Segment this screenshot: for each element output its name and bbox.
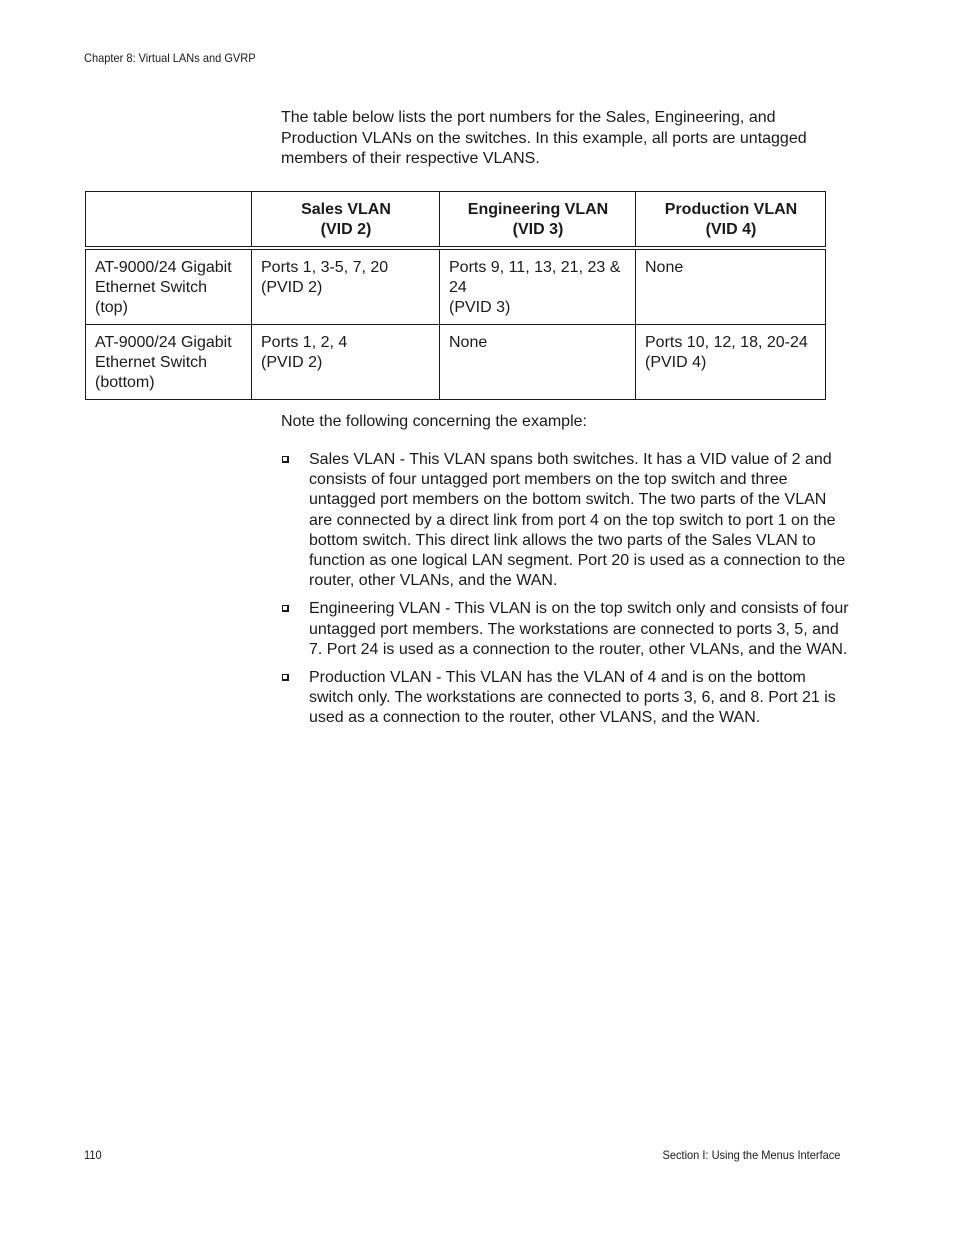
header-cell-production — [636, 192, 826, 249]
ports-text: Ports 10, 12, 18, 20-24 (PVID 4) — [645, 334, 808, 371]
checkbox-bullet-icon — [282, 456, 289, 463]
ports-text: Ports 1, 3-5, 7, 20 — [261, 259, 389, 276]
header-title: Production VLAN — [664, 201, 798, 218]
header-vid: (VID 3) — [512, 221, 564, 238]
pvid-text: (PVID 2) — [261, 354, 323, 371]
header-vid: (VID 4) — [705, 221, 757, 238]
list-item — [281, 668, 853, 729]
list-item — [281, 450, 853, 591]
switch-cell: AT-9000/24 Gigabit Ethernet Switch (bottom) — [86, 325, 252, 400]
header-cell-engineering — [440, 192, 636, 249]
production-cell — [636, 248, 826, 325]
table-header-row — [86, 192, 826, 249]
engineering-cell — [440, 248, 636, 325]
production-cell — [636, 325, 826, 400]
bullet-text: Sales VLAN - This VLAN spans both switches. It has a VID value of 2 and consists of four untagged port members on the top switch and three untagged port members on the bottom switch. The two parts of the VLAN are connected by a direct link from port 4 on the top switch to port 1 on the bottom switch. This direct link allows the two parts of the Sales VLAN to function as one logical LAN segment. Port 20 is used as a connection to the router, other VLANs, and the WAN. — [309, 451, 846, 590]
note-lead-in: Note the following concerning the example: — [281, 413, 587, 430]
table-row — [86, 248, 826, 325]
intro-paragraph: The table below lists the port numbers for the Sales, Engineering, and Production VLANs on the switches. In this example, all ports are untagged members of their respective VLANS. — [281, 109, 807, 167]
bullet-list — [281, 450, 853, 737]
vlan-port-table — [85, 191, 826, 400]
table-row — [86, 325, 826, 400]
header-title: Engineering VLAN — [467, 201, 609, 218]
bullet-text: Production VLAN - This VLAN has the VLAN of 4 and is on the bottom switch only. The workstations are connected to ports 3, 6, and 8. Port 21 is used as a connection to the router, other VLANS, and the WAN. — [309, 669, 836, 727]
header-cell-empty — [86, 192, 252, 249]
running-footer: Section I: Using the Menus Interface — [662, 1148, 840, 1162]
list-item — [281, 599, 853, 660]
ports-text: Ports 1, 2, 4 — [261, 334, 348, 351]
sales-cell — [252, 325, 440, 400]
engineering-cell — [440, 325, 636, 400]
pvid-text: (PVID 3) — [449, 299, 511, 316]
switch-cell: AT-9000/24 Gigabit Ethernet Switch (top) — [86, 248, 252, 325]
ports-text: Ports 9, 11, 13, 21, 23 & 24 — [449, 259, 621, 296]
ports-text: None — [645, 259, 684, 276]
page-number: 110 — [84, 1148, 102, 1162]
header-cell-sales — [252, 192, 440, 249]
running-header: Chapter 8: Virtual LANs and GVRP — [84, 51, 256, 65]
pvid-text: (PVID 2) — [261, 279, 323, 296]
header-vid: (VID 2) — [320, 221, 372, 238]
checkbox-bullet-icon — [282, 605, 289, 612]
checkbox-bullet-icon — [282, 674, 289, 681]
sales-cell — [252, 248, 440, 325]
bullet-text: Engineering VLAN - This VLAN is on the top switch only and consists of four untagged port members. The workstations are connected to ports 3, 5, and 7. Port 24 is used as a connection to the router, other VLANs, and the WAN. — [309, 600, 849, 658]
header-title: Sales VLAN — [301, 201, 391, 218]
ports-text: None — [449, 334, 488, 351]
